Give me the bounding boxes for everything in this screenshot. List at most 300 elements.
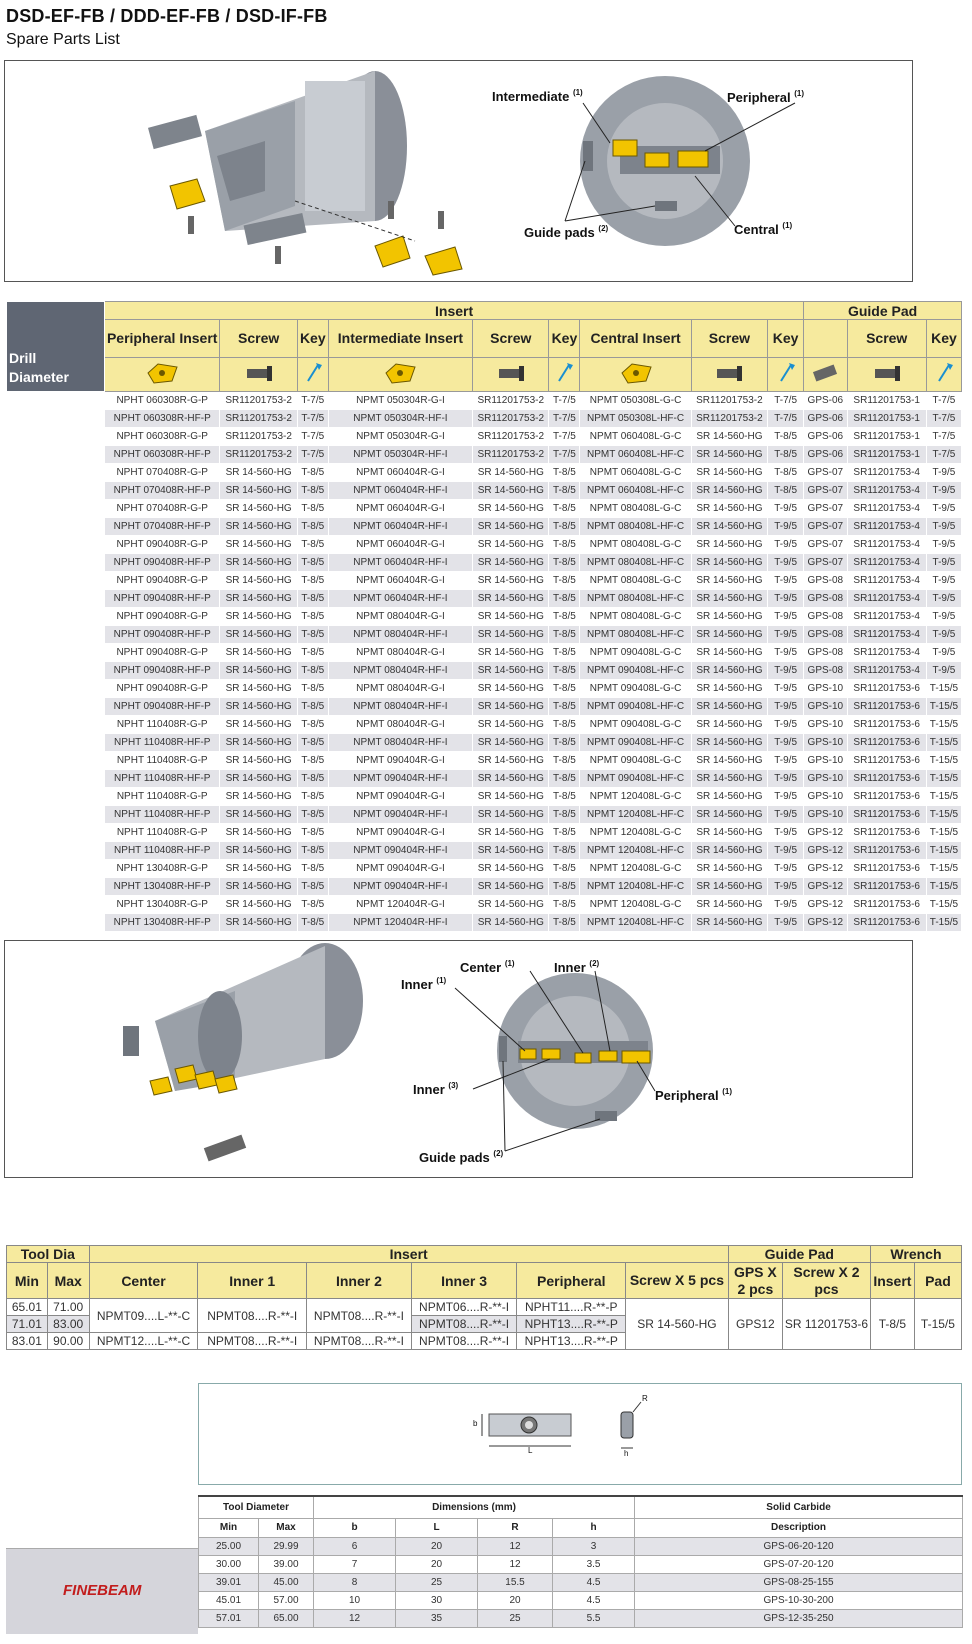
- table-cell: SR11201753-6: [847, 770, 926, 788]
- cell-center: NPMT09....L-**-C: [89, 1299, 198, 1333]
- table-cell: T-8/5: [297, 914, 328, 932]
- table-cell: NPMT 080404R-G-I: [328, 608, 472, 626]
- table-cell: NPMT 090408L-G-C: [580, 680, 691, 698]
- table-cell: GPS-06: [804, 410, 847, 428]
- header-max: Max: [259, 1518, 314, 1537]
- table-cell: SR 14-560-HG: [220, 590, 297, 608]
- table-cell: T-9/5: [768, 878, 804, 896]
- table-cell: SR 14-560-HG: [473, 914, 549, 932]
- table-cell: T-15/5: [926, 716, 961, 734]
- table-cell: SR11201753-2: [473, 410, 549, 428]
- table-cell: SR11201753-6: [847, 734, 926, 752]
- table-cell: GPS-07: [804, 518, 847, 536]
- table-cell: GPS-10: [804, 716, 847, 734]
- table-cell: T-9/5: [768, 608, 804, 626]
- table-cell: 3: [553, 1537, 635, 1555]
- header-tool-dia: Tool Dia: [7, 1246, 90, 1263]
- table-row: [7, 716, 962, 734]
- table-cell: NPMT 090404R-G-I: [328, 788, 472, 806]
- table-cell: GPS-08-25-155: [635, 1573, 963, 1591]
- header-insert: Insert: [104, 302, 803, 320]
- table-cell: GPS-07: [804, 554, 847, 572]
- header-screw-5: Screw X 5 pcs: [626, 1263, 729, 1299]
- table-cell: T-9/5: [926, 536, 961, 554]
- table-cell: NPMT 080404R-HF-I: [328, 662, 472, 680]
- table-cell: SR 14-560-HG: [691, 608, 767, 626]
- table-cell: NPHT 090408R-HF-P: [104, 626, 220, 644]
- cell-wrench-pad: T-15/5: [914, 1299, 961, 1350]
- header-screw: Screw: [691, 320, 767, 358]
- table-cell: SR11201753-1: [847, 410, 926, 428]
- cell-peripheral: NPHT13....R-**-P: [517, 1333, 626, 1350]
- table-cell: SR11201753-6: [847, 824, 926, 842]
- drill-diameter-cell: 44.01 - 45.00: [7, 644, 105, 680]
- cell-min: 65.01: [7, 1299, 48, 1316]
- table-cell: SR 14-560-HG: [220, 626, 297, 644]
- table-cell: SR 14-560-HG: [473, 626, 549, 644]
- table-cell: SR 14-560-HG: [691, 734, 767, 752]
- table-cell: SR 14-560-HG: [691, 518, 767, 536]
- table-cell: SR 14-560-HG: [691, 806, 767, 824]
- table-cell: SR 14-560-HG: [691, 878, 767, 896]
- spare-parts-table: [6, 301, 962, 932]
- cell-inner-2: NPMT08....R-**-I: [307, 1333, 412, 1350]
- table-cell: 57.00: [259, 1591, 314, 1609]
- table-cell: T-7/5: [926, 392, 961, 410]
- table-cell: SR 14-560-HG: [220, 806, 297, 824]
- guide-pad-dimension-graphic: [199, 1384, 962, 1485]
- cell-gps: GPS12: [728, 1299, 782, 1350]
- header-wrench-insert: Insert: [870, 1263, 914, 1299]
- table-cell: NPHT 070408R-HF-P: [104, 518, 220, 536]
- table-cell: SR 14-560-HG: [220, 500, 297, 518]
- table-cell: 12: [478, 1537, 553, 1555]
- drill-diameter-cell: 28.01 - 29.99: [7, 428, 105, 464]
- table-cell: NPHT 110408R-G-P: [104, 788, 220, 806]
- table-cell: SR11201753-2: [473, 446, 549, 464]
- table-cell: T-8/5: [297, 878, 328, 896]
- table-cell: T-15/5: [926, 698, 961, 716]
- table-row: [199, 1555, 963, 1573]
- table-cell: NPHT 090408R-G-P: [104, 680, 220, 698]
- table-cell: NPMT 060404R-HF-I: [328, 482, 472, 500]
- table-cell: NPMT 090408L-HF-C: [580, 734, 691, 752]
- insert-graphic: [170, 179, 205, 209]
- cell-max: 71.00: [47, 1299, 89, 1316]
- table-cell: T-8/5: [297, 554, 328, 572]
- screw-icon: [847, 358, 926, 392]
- table-cell: NPMT 080404R-HF-I: [328, 698, 472, 716]
- header-h: h: [553, 1518, 635, 1537]
- table-cell: T-9/5: [768, 554, 804, 572]
- table-cell: T-8/5: [768, 428, 804, 446]
- table-cell: SR 14-560-HG: [473, 464, 549, 482]
- header-insert: Insert: [89, 1246, 728, 1263]
- table-cell: NPMT 120408L-G-C: [580, 788, 691, 806]
- table-cell: T-8/5: [549, 716, 580, 734]
- table-cell: NPMT 120404R-G-I: [328, 896, 472, 914]
- table-cell: T-8/5: [549, 896, 580, 914]
- table-cell: GPS-06: [804, 428, 847, 446]
- table-cell: NPHT 060308R-HF-P: [104, 410, 220, 428]
- table-cell: T-8/5: [297, 716, 328, 734]
- table-cell: SR 14-560-HG: [220, 914, 297, 932]
- table-row: [7, 590, 962, 608]
- table-cell: T-8/5: [768, 482, 804, 500]
- table-cell: NPHT 090408R-G-P: [104, 536, 220, 554]
- brand-logo: FINEBEAM: [63, 1582, 142, 1599]
- table-cell: NPHT 060308R-G-P: [104, 428, 220, 446]
- table-cell: 12: [478, 1555, 553, 1573]
- table-cell: 15.5: [478, 1573, 553, 1591]
- table-cell: T-15/5: [926, 680, 961, 698]
- table-cell: SR11201753-6: [847, 716, 926, 734]
- table-cell: GPS-08: [804, 626, 847, 644]
- table-cell: T-8/5: [297, 518, 328, 536]
- table-cell: T-8/5: [549, 572, 580, 590]
- table-cell: T-9/5: [768, 644, 804, 662]
- table-cell: T-9/5: [926, 500, 961, 518]
- table-cell: NPMT 060404R-HF-I: [328, 518, 472, 536]
- table-cell: NPMT 060404R-HF-I: [328, 590, 472, 608]
- table-cell: NPHT 110408R-HF-P: [104, 734, 220, 752]
- page-subtitle: Spare Parts List: [6, 31, 120, 48]
- table-cell: SR 14-560-HG: [220, 788, 297, 806]
- table-cell: T-9/5: [768, 698, 804, 716]
- table-cell: T-9/5: [926, 554, 961, 572]
- table-cell: NPHT 070408R-G-P: [104, 464, 220, 482]
- table-cell: T-9/5: [926, 626, 961, 644]
- screw-icon: [220, 358, 297, 392]
- table-row: [7, 500, 962, 518]
- table-cell: T-8/5: [549, 644, 580, 662]
- table-cell: T-9/5: [768, 518, 804, 536]
- insert-icon: [104, 358, 220, 392]
- table-cell: GPS-10: [804, 680, 847, 698]
- header-screw: Screw: [220, 320, 297, 358]
- table-cell: GPS-10: [804, 770, 847, 788]
- table-cell: SR 14-560-HG: [691, 788, 767, 806]
- table-cell: GPS-08: [804, 644, 847, 662]
- table-row: [7, 536, 962, 554]
- table-cell: T-15/5: [926, 914, 961, 932]
- table-cell: NPMT 080404R-G-I: [328, 716, 472, 734]
- table-cell: SR 14-560-HG: [220, 572, 297, 590]
- table-cell: T-9/5: [768, 770, 804, 788]
- table-cell: NPMT 050308L-HF-C: [580, 410, 691, 428]
- label-peripheral: Peripheral $^{(1)}$: [655, 1087, 732, 1103]
- cell-screw: SR 14-560-HG: [626, 1299, 729, 1350]
- table-cell: GPS-10: [804, 752, 847, 770]
- dim-b: b: [473, 1419, 478, 1428]
- table-cell: NPHT 130408R-G-P: [104, 896, 220, 914]
- table-cell: SR 14-560-HG: [220, 464, 297, 482]
- table-cell: SR 14-560-HG: [691, 446, 767, 464]
- table-cell: T-8/5: [549, 878, 580, 896]
- header-intermediate-insert: Intermediate Insert: [328, 320, 472, 358]
- table-cell: NPMT 090404R-G-I: [328, 752, 472, 770]
- table-cell: NPMT 050304R-HF-I: [328, 410, 472, 428]
- table-cell: GPS-12: [804, 842, 847, 860]
- table-cell: NPMT 120404R-HF-I: [328, 914, 472, 932]
- table-cell: NPMT 120408L-G-C: [580, 824, 691, 842]
- table-row: [7, 644, 962, 662]
- table-cell: SR11201753-2: [220, 410, 297, 428]
- table-cell: SR11201753-6: [847, 914, 926, 932]
- cell-min: 71.01: [7, 1316, 48, 1333]
- table-cell: GPS-07: [804, 536, 847, 554]
- table-cell: T-8/5: [549, 770, 580, 788]
- table-cell: SR11201753-1: [847, 392, 926, 410]
- header-screw: Screw: [847, 320, 926, 358]
- table-cell: NPMT 090404R-HF-I: [328, 806, 472, 824]
- header-min: Min: [7, 1263, 48, 1299]
- table-cell: 4.5: [553, 1591, 635, 1609]
- table-cell: SR11201753-6: [847, 788, 926, 806]
- table-cell: T-8/5: [549, 662, 580, 680]
- table-cell: SR11201753-1: [847, 428, 926, 446]
- table-cell: T-9/5: [926, 644, 961, 662]
- table-cell: T-9/5: [926, 518, 961, 536]
- table-cell: SR 14-560-HG: [220, 752, 297, 770]
- table-cell: T-8/5: [297, 734, 328, 752]
- table-cell: NPHT 110408R-G-P: [104, 752, 220, 770]
- table-cell: NPHT 070408R-G-P: [104, 500, 220, 518]
- table-cell: NPMT 050304R-G-I: [328, 392, 472, 410]
- drill-diameter-cell: 39.01 - 41.00: [7, 572, 105, 608]
- table-cell: T-8/5: [549, 788, 580, 806]
- table-cell: 7: [314, 1555, 396, 1573]
- table-cell: SR 14-560-HG: [691, 626, 767, 644]
- table-cell: NPMT 120408L-HF-C: [580, 878, 691, 896]
- table-cell: NPHT 070408R-HF-P: [104, 482, 220, 500]
- table-cell: T-9/5: [768, 680, 804, 698]
- table-cell: NPMT 050304R-HF-I: [328, 446, 472, 464]
- table-cell: T-8/5: [549, 518, 580, 536]
- table-cell: T-9/5: [926, 608, 961, 626]
- table-cell: NPMT 090408L-G-C: [580, 644, 691, 662]
- dim-h: h: [624, 1449, 629, 1458]
- table-cell: SR 14-560-HG: [220, 662, 297, 680]
- table-cell: SR11201753-2: [220, 392, 297, 410]
- table-cell: SR11201753-2: [691, 392, 767, 410]
- table-cell: SR 14-560-HG: [691, 482, 767, 500]
- table-cell: SR11201753-2: [473, 392, 549, 410]
- cell-inner-1: NPMT08....R-**-I: [198, 1299, 307, 1333]
- header-max: Max: [47, 1263, 89, 1299]
- table-row: [7, 806, 962, 824]
- table-cell: NPHT 110408R-HF-P: [104, 770, 220, 788]
- table-cell: SR11201753-4: [847, 608, 926, 626]
- table-cell: GPS-07: [804, 482, 847, 500]
- table-cell: 3.5: [553, 1555, 635, 1573]
- table-cell: NPHT 090408R-G-P: [104, 572, 220, 590]
- table-cell: NPMT 060404R-G-I: [328, 572, 472, 590]
- table-cell: NPMT 060408L-G-C: [580, 428, 691, 446]
- table-cell: NPMT 090404R-G-I: [328, 824, 472, 842]
- table-cell: NPMT 060408L-G-C: [580, 464, 691, 482]
- guide-pad-dimension-body: [199, 1537, 963, 1627]
- table-cell: SR 14-560-HG: [691, 536, 767, 554]
- table-cell: T-8/5: [549, 590, 580, 608]
- table-cell: SR 14-560-HG: [473, 842, 549, 860]
- table-row: [7, 914, 962, 932]
- table-cell: NPMT 090408L-G-C: [580, 716, 691, 734]
- table-cell: GPS-08: [804, 608, 847, 626]
- table-cell: T-9/5: [768, 788, 804, 806]
- table-cell: NPMT 080408L-G-C: [580, 500, 691, 518]
- table-cell: 4.5: [553, 1573, 635, 1591]
- table-cell: SR 14-560-HG: [220, 608, 297, 626]
- table-cell: SR 14-560-HG: [691, 428, 767, 446]
- header-wrench: Wrench: [870, 1246, 961, 1263]
- label-central: Central $^{(1)}$: [734, 221, 793, 237]
- table-row: [7, 770, 962, 788]
- table-cell: SR11201753-6: [847, 698, 926, 716]
- cell-inner-3: NPMT08....R-**-I: [411, 1333, 517, 1350]
- spare-parts-table-body: [7, 392, 962, 932]
- table-row: [7, 734, 962, 752]
- table-row: [7, 752, 962, 770]
- table-cell: T-8/5: [549, 860, 580, 878]
- table-cell: SR 14-560-HG: [473, 770, 549, 788]
- table-cell: NPMT 080404R-HF-I: [328, 626, 472, 644]
- header-central-insert: Central Insert: [580, 320, 691, 358]
- table-row: [7, 662, 962, 680]
- table-cell: T-8/5: [549, 806, 580, 824]
- label-intermediate: Intermediate $^{(1)}$: [492, 88, 583, 104]
- table-cell: GPS-07-20-120: [635, 1555, 963, 1573]
- table-cell: NPMT 090408L-HF-C: [580, 662, 691, 680]
- table-cell: T-9/5: [926, 662, 961, 680]
- table-cell: GPS-12-35-250: [635, 1609, 963, 1627]
- table-cell: NPMT 080404R-G-I: [328, 680, 472, 698]
- table-cell: SR11201753-4: [847, 554, 926, 572]
- table-cell: SR11201753-6: [847, 896, 926, 914]
- table-cell: SR11201753-6: [847, 860, 926, 878]
- dim-L: L: [528, 1446, 533, 1455]
- table-row: [7, 446, 962, 464]
- dim-R: R: [642, 1394, 648, 1403]
- table-cell: SR 14-560-HG: [220, 644, 297, 662]
- table-cell: SR 14-560-HG: [473, 806, 549, 824]
- table-cell: NPMT 080408L-HF-C: [580, 554, 691, 572]
- table-cell: T-9/5: [768, 896, 804, 914]
- drill-diameter-cell: 57.01 - 60.00: [7, 824, 105, 860]
- table-row: [7, 698, 962, 716]
- table-cell: NPMT 090404R-HF-I: [328, 770, 472, 788]
- table-cell: T-8/5: [549, 698, 580, 716]
- table-cell: 20: [478, 1591, 553, 1609]
- table-cell: 12: [314, 1609, 396, 1627]
- drill-diameter-cell: 41.01 - 44.00: [7, 608, 105, 644]
- large-front-view-graphic: [455, 971, 655, 1151]
- drill-diameter-cell: 38.01 - 39.00: [7, 536, 105, 572]
- table-cell: NPHT 130408R-G-P: [104, 860, 220, 878]
- table-cell: T-7/5: [768, 392, 804, 410]
- table-cell: 35: [396, 1609, 478, 1627]
- header-description: Description: [635, 1518, 963, 1537]
- table-cell: NPHT 090408R-HF-P: [104, 554, 220, 572]
- table-cell: NPMT 080404R-HF-I: [328, 734, 472, 752]
- table-cell: SR11201753-4: [847, 500, 926, 518]
- table-cell: T-7/5: [297, 428, 328, 446]
- cell-peripheral: NPHT13....R-**-P: [517, 1316, 626, 1333]
- table-cell: 25: [478, 1609, 553, 1627]
- table-cell: T-8/5: [297, 590, 328, 608]
- table-cell: SR 14-560-HG: [220, 896, 297, 914]
- table-cell: T-9/5: [768, 860, 804, 878]
- key-icon: [549, 358, 580, 392]
- header-solid-carbide: Solid Carbide: [635, 1496, 963, 1518]
- table-cell: T-8/5: [297, 752, 328, 770]
- table-cell: GPS-06: [804, 392, 847, 410]
- table-cell: NPMT 060404R-G-I: [328, 500, 472, 518]
- table-cell: GPS-10-30-200: [635, 1591, 963, 1609]
- cell-inner-2: NPMT08....R-**-I: [307, 1299, 412, 1333]
- drill-diameter-cell: 64.01 - 65.00: [7, 896, 105, 932]
- table-cell: T-9/5: [768, 752, 804, 770]
- header-L: L: [396, 1518, 478, 1537]
- drill-diameter-cell: 54.01 - 57.00: [7, 788, 105, 824]
- header-guide-pad: Guide Pad: [728, 1246, 870, 1263]
- table-row: [7, 464, 962, 482]
- table-cell: T-7/5: [768, 410, 804, 428]
- table-cell: SR11201753-6: [847, 842, 926, 860]
- table-cell: SR 14-560-HG: [473, 590, 549, 608]
- table-cell: T-9/5: [926, 590, 961, 608]
- table-cell: SR 14-560-HG: [691, 914, 767, 932]
- table-cell: T-8/5: [549, 734, 580, 752]
- header-gps: [804, 320, 847, 358]
- table-cell: SR 14-560-HG: [220, 482, 297, 500]
- table-cell: GPS-08: [804, 572, 847, 590]
- table-cell: NPMT 060404R-G-I: [328, 536, 472, 554]
- table-cell: NPMT 080408L-HF-C: [580, 626, 691, 644]
- table-row: [7, 518, 962, 536]
- table-cell: SR 14-560-HG: [473, 698, 549, 716]
- table-cell: T-15/5: [926, 878, 961, 896]
- screw-icon: [473, 358, 549, 392]
- table-cell: 65.00: [259, 1609, 314, 1627]
- table-cell: T-7/5: [926, 410, 961, 428]
- table-cell: SR 14-560-HG: [691, 500, 767, 518]
- cell-center: NPMT12....L-**-C: [89, 1333, 198, 1350]
- header-peripheral: Peripheral: [517, 1263, 626, 1299]
- table-cell: SR 14-560-HG: [473, 608, 549, 626]
- header-wrench-pad: Pad: [914, 1263, 961, 1299]
- table-cell: T-9/5: [768, 914, 804, 932]
- table-cell: SR 14-560-HG: [691, 752, 767, 770]
- table-cell: T-8/5: [297, 842, 328, 860]
- header-drill-diameter: Drill Diameter: [7, 302, 105, 392]
- table-cell: GPS-12: [804, 824, 847, 842]
- table-cell: SR 14-560-HG: [473, 734, 549, 752]
- table-cell: SR11201753-6: [847, 878, 926, 896]
- key-icon: [926, 358, 961, 392]
- cell-inner-3: NPMT06....R-**-I: [411, 1299, 517, 1316]
- table-cell: T-15/5: [926, 860, 961, 878]
- table-cell: SR 14-560-HG: [691, 716, 767, 734]
- table-row: [199, 1591, 963, 1609]
- drill-body-graphic: [205, 71, 407, 231]
- table-cell: SR11201753-4: [847, 464, 926, 482]
- table-cell: SR 14-560-HG: [220, 698, 297, 716]
- table-cell: SR 14-560-HG: [473, 878, 549, 896]
- table-row: [7, 554, 962, 572]
- table-cell: NPMT 080404R-G-I: [328, 644, 472, 662]
- table-cell: SR 14-560-HG: [220, 824, 297, 842]
